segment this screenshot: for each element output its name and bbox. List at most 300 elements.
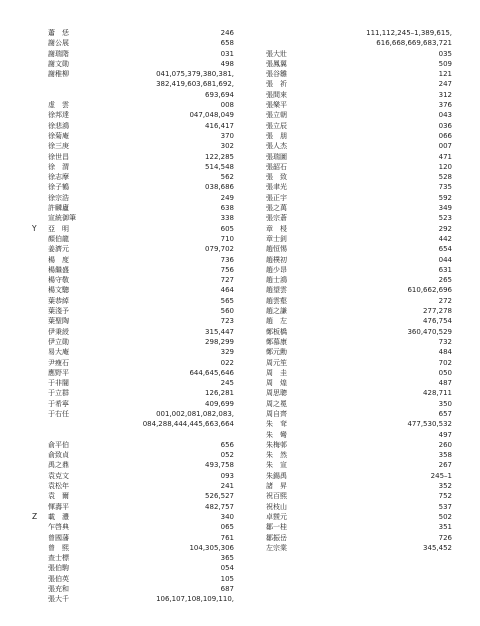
- index-entry: [266, 49, 452, 59]
- page-numbers: 610,662,696: [407, 286, 452, 295]
- page-numbers: 041,075,379,380,381,: [156, 70, 234, 79]
- page-numbers: 106,107,108,109,110,: [156, 595, 234, 604]
- artist-name: 祝枝山: [266, 502, 287, 511]
- page-numbers: 592: [438, 193, 452, 202]
- artist-name: 載 灃: [48, 512, 69, 521]
- artist-name: 趙少昂: [266, 265, 287, 274]
- index-entry: [20, 430, 234, 440]
- index-entry: [20, 358, 234, 368]
- index-entry: [20, 38, 234, 48]
- page-numbers: 428,711: [423, 389, 452, 398]
- index-entry: [20, 244, 234, 254]
- page-numbers: 105: [220, 574, 234, 583]
- page-numbers: 502: [438, 512, 452, 521]
- index-entry: [20, 162, 234, 172]
- page-numbers: 052: [220, 451, 234, 460]
- artist-name: 鄒一桂: [266, 523, 287, 532]
- page-numbers: 523: [438, 214, 452, 223]
- index-entry: [266, 502, 452, 512]
- page-numbers: 054: [220, 564, 234, 573]
- page-numbers: 312: [438, 90, 452, 99]
- page-numbers: 761: [220, 533, 234, 542]
- page-numbers: 340: [220, 512, 234, 521]
- artist-name: 俞平伯: [48, 440, 69, 449]
- page-numbers: 349: [438, 204, 452, 213]
- artist-name: 葉恭綽: [48, 296, 69, 305]
- artist-name: 楊文驄: [48, 286, 69, 295]
- page-numbers: 338: [220, 214, 234, 223]
- artist-name: 張間來: [266, 90, 287, 99]
- artist-name: 徐悲鴻: [48, 121, 69, 130]
- page-numbers: 477,530,532: [407, 420, 452, 429]
- page-numbers: 442: [438, 234, 452, 243]
- index-entry: [266, 512, 452, 522]
- index-entry: [20, 182, 234, 192]
- index-entry: [266, 100, 452, 110]
- artist-name: 周元笙: [266, 358, 287, 367]
- page-numbers: 260: [438, 440, 452, 449]
- index-entry: [20, 265, 234, 275]
- index-entry: [266, 358, 452, 368]
- page-numbers: 292: [438, 224, 452, 233]
- page-numbers: 350: [438, 399, 452, 408]
- artist-name: 易大庵: [48, 348, 69, 357]
- index-entry: [20, 306, 234, 316]
- page-numbers: 752: [438, 492, 452, 501]
- page-numbers: 345,452: [423, 543, 452, 552]
- artist-name: 趙之謙: [266, 307, 287, 316]
- artist-name: 于希寧: [48, 399, 69, 408]
- index-entry: [20, 285, 234, 295]
- section-letter: Y: [32, 223, 37, 233]
- artist-name: 徐菊庵: [48, 131, 69, 140]
- artist-name: 徐邦達: [48, 111, 69, 120]
- index-entry: [20, 563, 234, 573]
- index-entry: [20, 28, 234, 38]
- index-entry: [266, 255, 452, 265]
- index-entry: [266, 533, 452, 543]
- artist-name: 周思聰: [266, 389, 287, 398]
- artist-name: 周 煌: [266, 379, 287, 388]
- artist-name: 張充和: [48, 585, 69, 594]
- artist-name: 朱錫禹: [266, 471, 287, 480]
- artist-name: 尹瘦石: [48, 358, 69, 367]
- page-numbers: 471: [438, 152, 452, 161]
- index-entry: [20, 90, 234, 100]
- artist-name: 朱 宣: [266, 461, 287, 470]
- page-numbers: 409,699: [205, 399, 234, 408]
- artist-name: 謝稚柳: [48, 70, 69, 79]
- artist-name: 張 致: [266, 173, 287, 182]
- page-numbers: 302: [220, 142, 234, 151]
- index-entry: [20, 522, 234, 532]
- page-numbers: 687: [220, 585, 234, 594]
- artist-name: 袁 爾: [48, 492, 69, 501]
- index-entry: [20, 316, 234, 326]
- index-entry: [20, 460, 234, 470]
- page-numbers: 351: [438, 523, 452, 532]
- index-entry: [266, 481, 452, 491]
- index-entry: [266, 265, 452, 275]
- index-entry: [266, 399, 452, 409]
- page-numbers: 631: [438, 265, 452, 274]
- index-entry: [266, 347, 452, 357]
- artist-name: 伊秉綬: [48, 327, 69, 336]
- index-entry: [20, 131, 234, 141]
- page-numbers: 360,470,529: [407, 327, 452, 336]
- page-numbers: 487: [438, 379, 452, 388]
- index-entry: [20, 224, 234, 234]
- artist-name: 謝文勛: [48, 59, 69, 68]
- page-numbers: 249: [220, 193, 234, 202]
- index-entry: [20, 110, 234, 120]
- index-entry: [20, 512, 234, 522]
- artist-name: 張宗蒼: [266, 214, 287, 223]
- index-entry: [20, 543, 234, 553]
- artist-name: 張瑞圖: [266, 152, 287, 161]
- index-entry: [266, 69, 452, 79]
- artist-name: 趙 左: [266, 317, 287, 326]
- index-entry: [20, 121, 234, 131]
- artist-name: 朱 彎: [266, 430, 287, 439]
- index-entry: [20, 471, 234, 481]
- index-entry: [20, 49, 234, 59]
- artist-name: 周之冕: [266, 399, 287, 408]
- artist-name: 楊守敬: [48, 276, 69, 285]
- artist-name: 查士標: [48, 554, 69, 563]
- index-entry: [266, 368, 452, 378]
- page-numbers: 035: [438, 49, 452, 58]
- page-numbers: 365: [220, 554, 234, 563]
- page-numbers: 126,281: [205, 389, 234, 398]
- index-entry: [266, 224, 452, 234]
- artist-name: 周自齊: [266, 409, 287, 418]
- index-entry: [266, 213, 452, 223]
- index-entry: [266, 378, 452, 388]
- index-entry: [20, 450, 234, 460]
- page-numbers: 329: [220, 348, 234, 357]
- index-entry: [266, 234, 452, 244]
- artist-name: 張立辰: [266, 121, 287, 130]
- page-numbers: 644,645,646: [189, 368, 234, 377]
- page-numbers: 246: [220, 29, 234, 37]
- artist-name: 張之萬: [266, 204, 287, 213]
- artist-name: 朱 然: [266, 451, 287, 460]
- page-numbers: 066: [438, 131, 452, 140]
- artist-name: 張谷雛: [266, 70, 287, 79]
- artist-name: 張鳳翼: [266, 59, 287, 68]
- page-numbers: 514,548: [205, 162, 234, 171]
- index-entry: [266, 110, 452, 120]
- index-entry: [266, 522, 452, 532]
- artist-name: 徐子鶴: [48, 183, 69, 192]
- page-numbers: 104,305,306: [189, 543, 234, 552]
- page-numbers: 702: [438, 358, 452, 367]
- page-numbers: 497: [438, 430, 452, 439]
- index-entry: [266, 430, 452, 440]
- artist-name: 葉聖陶: [48, 317, 69, 326]
- page-numbers: 122,285: [205, 152, 234, 161]
- artist-name: 乍啓典: [48, 523, 69, 532]
- artist-name: 趙士鴻: [266, 276, 287, 285]
- artist-name: 許麟廬: [48, 204, 69, 213]
- page-numbers: 493,758: [205, 461, 234, 470]
- index-entry: [266, 182, 452, 192]
- index-entry: [266, 285, 452, 295]
- page-numbers: 756: [220, 265, 234, 274]
- page-numbers: 298,299: [205, 337, 234, 346]
- index-entry: [20, 337, 234, 347]
- index-entry: [266, 172, 452, 182]
- index-entry: [20, 141, 234, 151]
- index-entry: [20, 574, 234, 584]
- artist-name: 張大千: [48, 595, 69, 604]
- page-numbers: 043: [438, 111, 452, 120]
- page-numbers: 044: [438, 255, 452, 264]
- page-numbers: 498: [220, 59, 234, 68]
- page-numbers: 710: [220, 234, 234, 243]
- index-entry: [20, 255, 234, 265]
- page-numbers: 050: [438, 368, 452, 377]
- artist-name: 葉淺予: [48, 307, 69, 316]
- artist-name: 袁克文: [48, 471, 69, 480]
- index-left-column: [20, 28, 234, 605]
- artist-name: 謝瑞階: [48, 49, 69, 58]
- artist-name: 蕭 恁: [48, 29, 69, 37]
- artist-name: 張正宇: [266, 193, 287, 202]
- page-numbers: 047,048,049: [189, 111, 234, 120]
- artist-name: 卓靉元: [266, 512, 287, 521]
- index-entry: [20, 100, 234, 110]
- page-numbers: 065: [220, 523, 234, 532]
- index-entry: [20, 553, 234, 563]
- index-entry: [20, 193, 234, 203]
- artist-name: 鄭元勳: [266, 348, 287, 357]
- artist-name: 章士釗: [266, 234, 287, 243]
- index-entry: [20, 378, 234, 388]
- index-entry: [20, 347, 234, 357]
- page-numbers: 526,527: [205, 492, 234, 501]
- index-entry: [266, 79, 452, 89]
- index-entry: [20, 327, 234, 337]
- artist-name: 于右任: [48, 409, 69, 418]
- page-numbers: 464: [220, 286, 234, 295]
- index-entry: [20, 399, 234, 409]
- page-numbers: 565: [220, 296, 234, 305]
- artist-name: 袁松年: [48, 482, 69, 491]
- page-numbers: 638: [220, 204, 234, 213]
- artist-name: 朱梅邨: [266, 440, 287, 449]
- page-numbers: 376: [438, 101, 452, 110]
- index-entry: [20, 296, 234, 306]
- artist-name: 張人杰: [266, 142, 287, 151]
- artist-name: 張伯駒: [48, 564, 69, 573]
- page-numbers: 121: [438, 70, 452, 79]
- index-entry: [20, 533, 234, 543]
- artist-name: 章 梫: [266, 224, 287, 233]
- page-numbers: 031: [220, 49, 234, 58]
- page-numbers: 272: [438, 296, 452, 305]
- page-numbers: 084,288,444,445,663,664: [142, 420, 234, 429]
- index-entry: [20, 152, 234, 162]
- index-entry: [266, 471, 452, 481]
- page-numbers: 732: [438, 337, 452, 346]
- artist-name: 曾國藩: [48, 533, 69, 542]
- index-entry: [20, 584, 234, 594]
- index-entry: [20, 275, 234, 285]
- page-numbers: 482,757: [205, 502, 234, 511]
- index-entry: [266, 296, 452, 306]
- page-numbers: 315,447: [205, 327, 234, 336]
- artist-name: 楊繼盛: [48, 265, 69, 274]
- page-numbers: 382,419,603,681,692,: [156, 80, 234, 89]
- page-numbers: 657: [438, 409, 452, 418]
- artist-name: 趙樸初: [266, 255, 287, 264]
- index-entry: [20, 234, 234, 244]
- page-numbers: 654: [438, 245, 452, 254]
- page-numbers: 247: [438, 80, 452, 89]
- page-numbers: 735: [438, 183, 452, 192]
- page-numbers: 245: [220, 379, 234, 388]
- page-numbers: 537: [438, 502, 452, 511]
- index-entry: [266, 121, 452, 131]
- index-entry: [20, 502, 234, 512]
- index-entry: [20, 388, 234, 398]
- artist-name: 張 祈: [266, 80, 287, 89]
- index-entry: [266, 28, 452, 38]
- index-entry: [266, 440, 452, 450]
- page-numbers: 245–1: [430, 471, 452, 480]
- index-entry: [266, 244, 452, 254]
- index-entry: [20, 440, 234, 450]
- index-entry: [20, 69, 234, 79]
- artist-name: 張伯英: [48, 574, 69, 583]
- artist-name: 徐世昌: [48, 152, 69, 161]
- page-numbers: 693,694: [205, 90, 234, 99]
- index-entry: [20, 409, 234, 419]
- page-numbers: 001,002,081,082,083,: [156, 409, 234, 418]
- index-entry: [266, 90, 452, 100]
- artist-name: 虚 雲: [48, 101, 69, 110]
- page-numbers: 560: [220, 307, 234, 316]
- artist-name: 張大壯: [266, 49, 287, 58]
- page-numbers: 727: [220, 276, 234, 285]
- artist-name: 朱 耷: [266, 420, 287, 429]
- index-entry: [266, 193, 452, 203]
- index-entry: [266, 419, 452, 429]
- index-entry: [20, 203, 234, 213]
- page-numbers: 723: [220, 317, 234, 326]
- page-numbers: 036: [438, 121, 452, 130]
- index-entry: [266, 203, 452, 213]
- page-numbers: 111,112,245–1,389,615,: [366, 29, 452, 37]
- page-numbers: 120: [438, 162, 452, 171]
- page-numbers: 726: [438, 533, 452, 542]
- index-entry: [266, 162, 452, 172]
- artist-name: 徐三庚: [48, 142, 69, 151]
- artist-name: 禹之鼎: [48, 461, 69, 470]
- page-numbers: 008: [220, 101, 234, 110]
- page-numbers: 476,754: [423, 317, 452, 326]
- index-entry: [266, 306, 452, 316]
- index-entry: [266, 388, 452, 398]
- artist-name: 張立朝: [266, 111, 287, 120]
- artist-name: 諸 昇: [266, 482, 287, 491]
- index-entry: [20, 594, 234, 604]
- index-entry: [20, 79, 234, 89]
- page-numbers: 022: [220, 358, 234, 367]
- page-numbers: 093: [220, 471, 234, 480]
- artist-name: 姜濟元: [48, 245, 69, 254]
- page-numbers: 656: [220, 440, 234, 449]
- index-entry: [266, 131, 452, 141]
- artist-name: 鄭慕康: [266, 337, 287, 346]
- page-numbers: 605: [220, 224, 234, 233]
- section-letter: Z: [32, 511, 38, 521]
- index-entry: [266, 316, 452, 326]
- artist-name: 應野平: [48, 368, 69, 377]
- artist-name: 趙恒惕: [266, 245, 287, 254]
- artist-name: 伊立勛: [48, 337, 69, 346]
- page-numbers: 528: [438, 173, 452, 182]
- artist-name: 惲壽平: [48, 502, 69, 511]
- artist-name: 徐志摩: [48, 173, 69, 182]
- page-numbers: 265: [438, 276, 452, 285]
- artist-name: 張樂平: [266, 101, 287, 110]
- artist-name: 趙雲壑: [266, 296, 287, 305]
- index-entry: [266, 152, 452, 162]
- page-numbers: 416,417: [205, 121, 234, 130]
- index-right-column: [266, 28, 452, 553]
- index-entry: [266, 59, 452, 69]
- page-numbers: 352: [438, 482, 452, 491]
- index-entry: [266, 450, 452, 460]
- index-entry: [266, 141, 452, 151]
- artist-name: 左宗棠: [266, 543, 287, 552]
- index-entry: [20, 481, 234, 491]
- page-numbers: 007: [438, 142, 452, 151]
- index-entry: [20, 419, 234, 429]
- artist-name: 鄭板橋: [266, 327, 287, 336]
- index-entry: [266, 409, 452, 419]
- page-numbers: 509: [438, 59, 452, 68]
- index-entry: [20, 59, 234, 69]
- index-entry: [266, 543, 452, 553]
- artist-name: 曾 熙: [48, 543, 69, 552]
- index-entry: [266, 337, 452, 347]
- index-entry: [20, 172, 234, 182]
- page-numbers: 267: [438, 461, 452, 470]
- page-numbers: 358: [438, 451, 452, 460]
- artist-name: 鄒振岳: [266, 533, 287, 542]
- artist-name: 亞 明: [48, 224, 69, 233]
- artist-name: 祝百熙: [266, 492, 287, 501]
- artist-name: 宣統御筆: [48, 214, 76, 223]
- page-numbers: 658: [220, 39, 234, 48]
- index-entry: [266, 460, 452, 470]
- page-numbers: 079,702: [205, 245, 234, 254]
- artist-name: 張聿光: [266, 183, 287, 192]
- index-entry: [266, 275, 452, 285]
- index-entry: [266, 327, 452, 337]
- page-numbers: 562: [220, 173, 234, 182]
- index-entry: [20, 213, 234, 223]
- page-numbers: 616,668,669,683,721: [376, 39, 452, 48]
- artist-name: 顏伯龍: [48, 234, 69, 243]
- artist-name: 俞致貞: [48, 451, 69, 460]
- page-numbers: 484: [438, 348, 452, 357]
- index-entry: [266, 38, 452, 48]
